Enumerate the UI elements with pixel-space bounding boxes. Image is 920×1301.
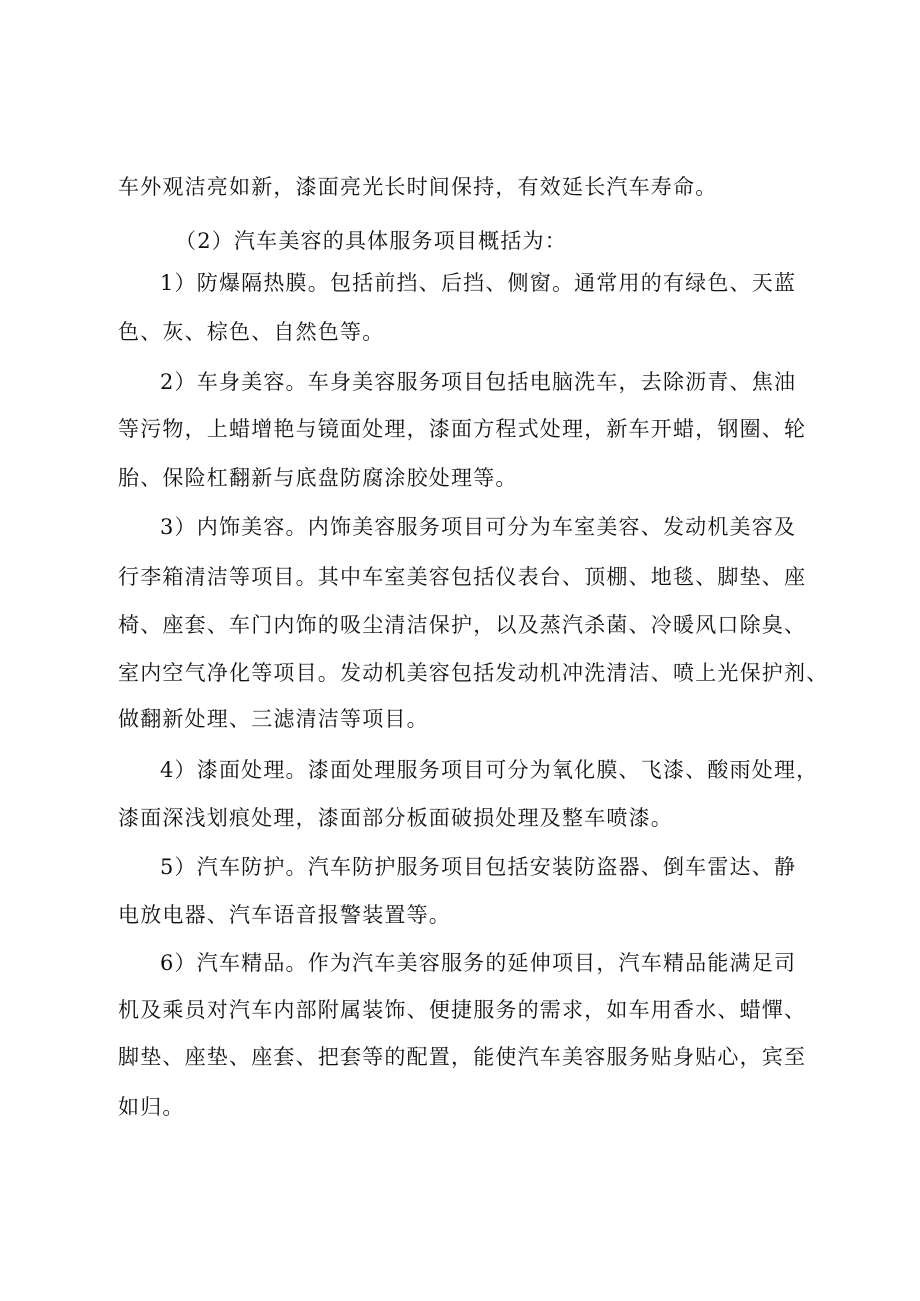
text-line: 4）漆面处理。漆面处理服务项目可分为氧化膜、飞漆、酸雨处理， [160,758,819,782]
text-line: 色、灰、棕色、自然色等。 [118,320,385,344]
text-line: 脚垫、座垫、座套、把套等的配置，能使汽车美容服务贴身贴心，宾至 [118,1045,807,1069]
text-line: 机及乘员对汽车内部附属装饰、便捷服务的需求，如车用香水、蜡憚、 [118,998,807,1022]
text-line: 椅、座套、车门内饰的吸尘清洁保护，以及蒸汽杀菌、冷暖风口除臭、 [118,613,807,637]
text-line: 车外观洁亮如新，漆面亮光长时间保持，有效延长汽车寿命。 [118,175,718,199]
section-heading: （2）汽车美容的具体服务项目概括为： [175,229,567,253]
text-line: 胎、保险杠翻新与底盘防腐涂胶处理等。 [118,466,518,490]
text-line: 室内空气净化等项目。发动机美容包括发动机冲洗清洁、喷上光保护剂、 [118,661,829,685]
text-line: 1）防爆隔热膜。包括前挡、后挡、侧窗。通常用的有绿色、天蓝 [160,271,797,295]
text-line: 电放电器、汽车语音报警装置等。 [118,903,451,927]
text-line: 漆面深浅划痕处理，漆面部分板面破损处理及整车喷漆。 [118,806,673,830]
text-line: 3）内饰美容。内饰美容服务项目可分为车室美容、发动机美容及 [160,515,797,539]
text-line: 2）车身美容。车身美容服务项目包括电脑洗车，去除沥青、焦油 [160,370,797,394]
text-line: 6）汽车精品。作为汽车美容服务的延伸项目，汽车精品能满足司 [160,951,797,975]
text-line: 如归。 [118,1095,185,1119]
text-line: 行李箱清洁等项目。其中车室美容包括仪表台、顶棚、地毯、脚垫、座 [118,565,807,589]
text-line: 做翻新处理、三滤清洁等项目。 [118,707,429,731]
text-line: 等污物，上蜡增艳与镜面处理，漆面方程式处理，新车开蜡，钢圈、轮 [118,417,807,441]
text-line: 5）汽车防护。汽车防护服务项目包括安装防盗器、倒车雷达、静 [160,855,797,879]
